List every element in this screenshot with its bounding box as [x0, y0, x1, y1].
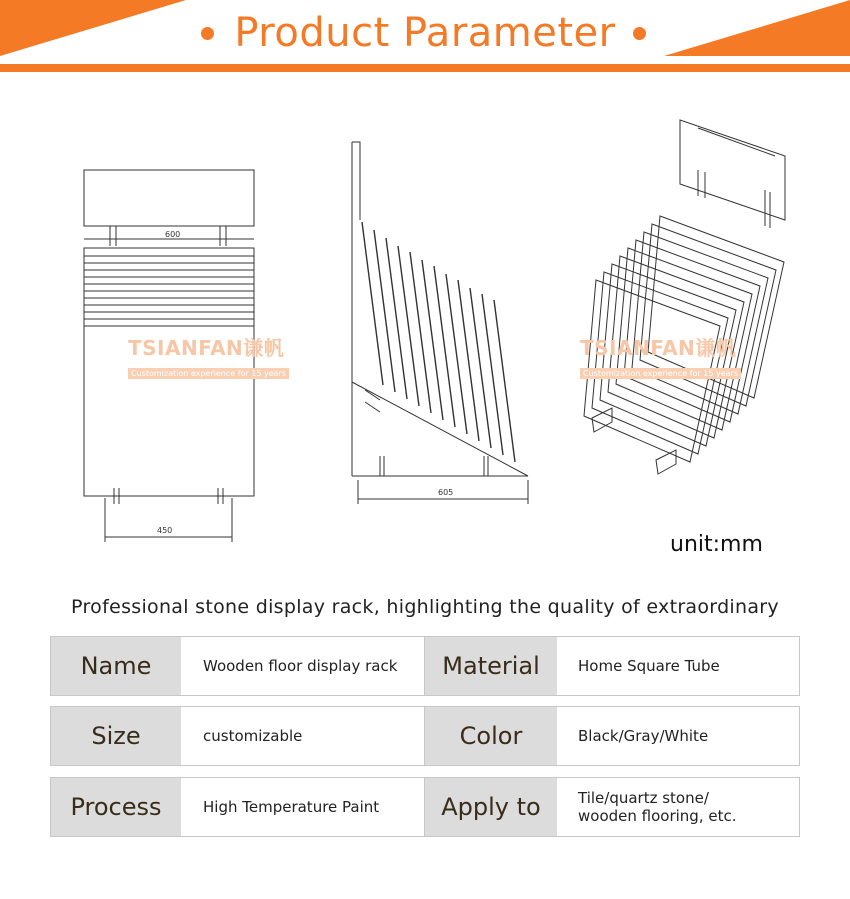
side-depth-dimension: 605: [438, 488, 454, 497]
watermark-brand: TSIANFAN: [580, 336, 696, 360]
watermark-logo: [580, 332, 741, 380]
watermark-brand-cn: 谦帆: [243, 336, 285, 360]
watermark-logo: [128, 332, 289, 380]
spec-row: [50, 636, 800, 696]
spec-row: [50, 706, 800, 766]
side-view: [352, 142, 528, 504]
product-subtitle: Professional stone display rack, highlighting the quality of extraordinary: [71, 596, 779, 618]
spec-label: Material: [425, 637, 557, 695]
section-header: [0, 0, 850, 76]
spec-value: Wooden floor display rack: [203, 657, 398, 675]
watermark-tagline: Customization experience for 15 years: [128, 368, 289, 379]
header-underline: [0, 64, 850, 72]
spec-value: Tile/quartz stone/ wooden flooring, etc.: [578, 789, 737, 825]
perspective-view: [584, 120, 785, 474]
page-title: Product Parameter: [234, 10, 616, 56]
front-width-dimension: 600: [165, 230, 181, 239]
spec-row: [50, 777, 800, 837]
watermark-tagline: Customization experience for 15 years: [580, 368, 741, 379]
spec-value: High Temperature Paint: [203, 798, 380, 816]
unit-label: unit:mm: [670, 532, 763, 557]
watermark-brand-cn: 谦帆: [695, 336, 737, 360]
spec-label: Name: [51, 637, 181, 695]
watermark-brand: TSIANFAN: [128, 336, 244, 360]
front-base-dimension: 450: [157, 526, 173, 535]
spec-value: customizable: [203, 727, 303, 745]
spec-label: Apply to: [425, 778, 557, 836]
spec-value: Home Square Tube: [578, 657, 720, 675]
spec-value: Black/Gray/White: [578, 727, 709, 745]
spec-label: Process: [51, 778, 181, 836]
spec-label: Size: [51, 707, 181, 765]
bullet-dot-icon: [633, 27, 646, 40]
spec-label: Color: [425, 707, 557, 765]
